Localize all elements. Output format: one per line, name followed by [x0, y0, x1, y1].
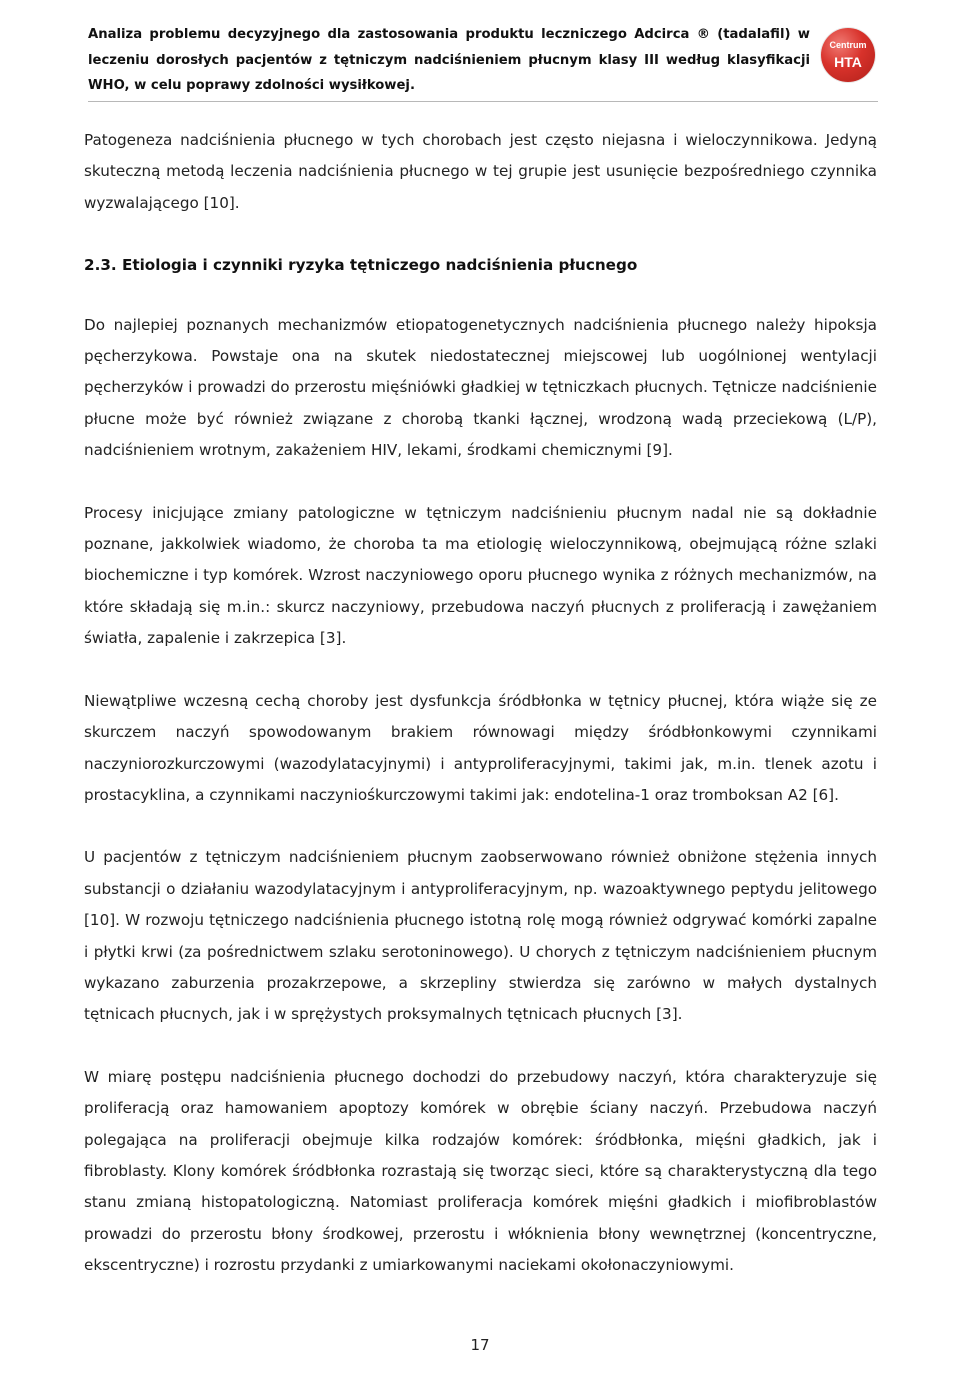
paragraph-pathogenesis: Patogeneza nadciśnienia płucnego w tych chorobach jest często niejasna i wieloczynnikowa. Jedyną skuteczną metodą leczenia nadciśnienia płucnego w tej grupie jest usunięcie bezpośredniego czynnika wyzwalającego [10]. — [84, 131, 877, 212]
paragraph-substances: U pacjentów z tętniczym nadciśnieniem płucnym zaobserwowano również obniżone stężenia innych substancji o działaniu wazodylatacyjnym i antyproliferacyjnym, np. wazoaktywnego peptydu jelitowego [10]. W rozwoju tętniczego nadciśnienia płucnego istotną rolę mogą również odgrywać komórki zapalne i płytki krwi (za pośrednictwem szlaku serotoninowego). U chorych z tętniczym nadciśnieniem płucnym wykazano zaburzenia prozakrzepowe, a skrzepliny stwierdza się zarówno w małych dystalnych tętnicach płucnych, jak i w sprężystych proksymalnych tętnicach płucnych [3]. — [84, 848, 877, 1024]
paragraph-endothelium: Niewątpliwe wczesną cechą choroby jest dysfunkcja śródbłonka w tętnicy płucnej, która wiąże się ze skurczem naczyń spowodowanym brakiem równowagi między śródbłonkowymi czynnikami naczyniorozkurczowymi (wazodylatacyjnymi) i antyproliferacyjnymi, takimi jak, m.in. tlenek azotu i prostacyklina, a czynnikami naczyniośkurczowymi takimi jak: endotelina-1 oraz tromboksan A2 [6]. — [84, 691, 877, 804]
paragraph-processes: Procesy inicjujące zmiany patologiczne w tętniczym nadciśnieniu płucnym nadal nie są dokładnie poznane, jakkolwiek wiadomo, że choroba ta ma etiologię wieloczynnikową, obejmującą różne szlaki biochemiczne i typ komórek. Wzrost naczyniowego oporu płucnego wynika z różnych mechanizmów, na które składają się m.in.: skurcz naczyniowy, przebudowa naczyń płucnych z proliferacją i zawężaniem światła, zapalenie i zakrzepica [3]. — [84, 503, 877, 648]
header-title: Analiza problemu decyzyjnego dla zastosowania produktu leczniczego Adcirca ® (tadalafil) w leczeniu dorosłych pacjentów z tętniczym nadciśnieniem płucnym klasy III według klasyfikacji WHO, w celu poprawy zdolności wysiłkowej. — [88, 27, 810, 93]
page-content — [84, 125, 877, 1282]
section-heading: 2.3. Etiologia i czynniki ryzyka tętniczego nadciśnienia płucnego — [84, 256, 638, 275]
centrum-hta-logo-icon — [821, 28, 875, 82]
header-divider — [88, 101, 878, 102]
page-number: 17 — [470, 1336, 490, 1354]
page-header — [88, 22, 878, 102]
paragraph-mechanisms: Do najlepiej poznanych mechanizmów etiopatogenetycznych nadciśnienia płucnego należy hipoksja pęcherzykowa. Powstaje ona na skutek niedostatecznej miejscowej lub uogólnionej wentylacji pęcherzyków i prowadzi do przerostu mięśniówki gładkiej w tętniczkach płucnych. Tętnicze nadciśnienie płucne może być również związane z chorobą tkanki łącznej, wrodzoną wadą przeciekową (L/P), nadciśnieniem wrotnym, zakażeniem HIV, lekami, środkami chemicznymi [9]. — [84, 315, 877, 460]
logo-bottom-text: HTA — [834, 54, 862, 70]
paragraph-remodeling: W miarę postępu nadciśnienia płucnego dochodzi do przebudowy naczyń, która charakteryzuje się proliferacją oraz hamowaniem apoptozy komórek w obrębie ściany naczyń. Przebudowa naczyń polegająca na proliferacji obejmuje kilka rodzajów komórek: śródbłonka, mięśni gładkich, jak i fibroblasty. Klony komórek śródbłonka rozrastają się tworząc sieci, które są charakterystyczną dla tego stanu zmianą histopatologiczną. Natomiast proliferacja komórek mięśni gładkich i miofibroblastów prowadzi do przerostu błony środkowej, przerostu i włóknienia błony wewnętrznej (koncentryczne, ekscentryczne) i rozrostu przydanki z umiarkowanymi naciekami okołonaczyniowymi. — [84, 1067, 877, 1275]
logo-top-text: Centrum — [829, 40, 867, 50]
